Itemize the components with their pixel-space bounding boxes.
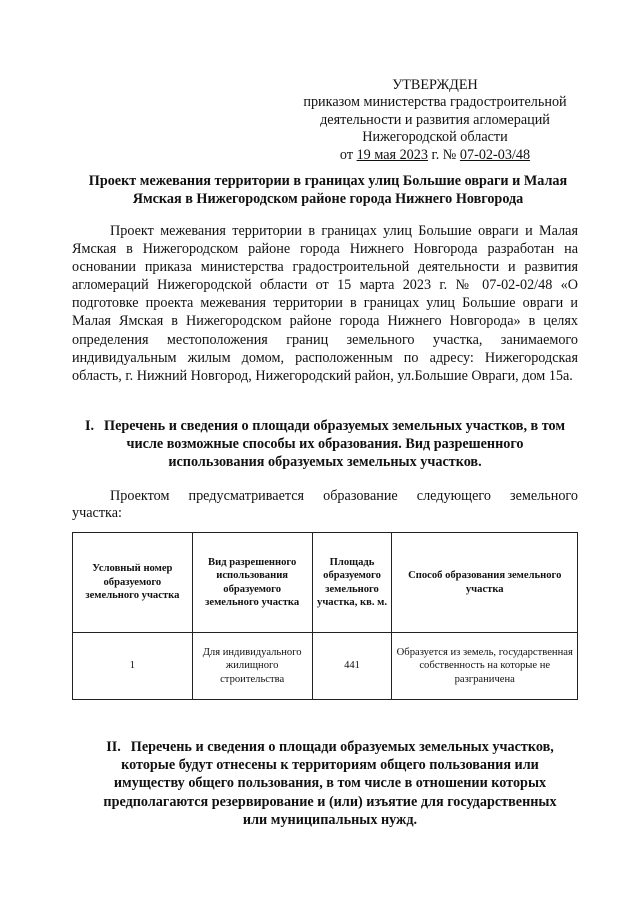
document-title-line-1: Проект межевания территории в границах улиц Большие овраги и Малая — [88, 173, 568, 189]
approval-number-prefix: г. № — [427, 146, 460, 163]
section-2-heading — [82, 738, 578, 829]
intro-paragraph: Проект межевания территории в границах улиц Большие овраги и Малая Ямская в Нижегородском районе города Нижнего Новгорода разработан на основании приказа министерства градостроительной деятельности и развития агломераций Нижегородской области от 15 марта 2023 г. № 07-02-02/48 «О подготовке проекта межевания территории в границах улиц Большие овраги и Малая Ямская в Нижегородском районе города Нижнего Новгорода» в целях определения местоположения границ земельного участка, занимаемого индивидуальным жилым домом, расположенным по адресу: Нижегородская область, г. Нижний Новгород, Нижегородский район, ул.Большие Овраги, дом 15а. — [72, 223, 578, 384]
document-title — [68, 172, 588, 208]
cell-formation-method: Образуется из земель, государственная собственность на которые не разграничена — [392, 633, 578, 700]
header-plot-number: Условный номер образуемого земельного участка — [73, 533, 193, 633]
approval-number: 07-02-03/48 — [459, 146, 531, 163]
section-2-text-1: Перечень и сведения о площади образуемых земельных участков, — [130, 739, 554, 755]
section-2-line-3: имуществу общего пользования, в том числе в отношении которых — [113, 775, 547, 792]
table-header-row — [73, 533, 578, 633]
section-2-number: II. — [106, 739, 121, 755]
header-permitted-use: Вид разрешенного использования образуемого земельного участка — [192, 533, 312, 633]
header-area: Площадь образуемого земельного участка, кв. м. — [312, 533, 392, 633]
approval-line-1: приказом министерства градостроительной — [303, 94, 567, 111]
approval-line-3: Нижегородской области — [362, 129, 508, 146]
cell-permitted-use: Для индивидуального жилищного строительства — [192, 633, 312, 700]
section-2-line-4: предполагаются резервирование и (или) изъятие для государственных — [103, 793, 557, 810]
section-2-line-2: которые будут отнесены к территориям общего пользования или — [121, 757, 539, 774]
table-row — [73, 633, 578, 700]
approval-title: УТВЕРЖДЕН — [392, 77, 478, 93]
approval-date-prefix: от — [339, 146, 357, 163]
document-title-line-2: Ямская в Нижегородском районе города Нижнего Новгорода — [132, 191, 524, 207]
land-plots-table — [72, 532, 578, 700]
section-2-line-1 — [82, 738, 578, 756]
cell-plot-number: 1 — [73, 633, 193, 700]
approval-stamp — [290, 77, 580, 164]
section-2-line-5: или муниципальных нужд. — [242, 811, 418, 828]
approval-line-2: деятельности и развития агломераций — [320, 111, 550, 128]
plan-paragraph-line-2: участка: — [72, 505, 122, 521]
section-1-number: I. — [84, 418, 95, 434]
section-1-line-2: числе возможные способы их образования. Вид разрешенного — [126, 436, 524, 453]
section-1-line-3: использования образуемых земельных участков. — [168, 454, 482, 471]
cell-area: 441 — [312, 633, 392, 700]
approval-date: 19 мая 2023 — [356, 146, 428, 163]
plan-paragraph-line-1: Проектом предусматривается образование следующего земельного — [110, 488, 578, 504]
approval-date-line — [290, 147, 580, 164]
section-1-heading — [72, 417, 578, 471]
header-formation-method: Способ образования земельного участка — [392, 533, 578, 633]
section-1-text-1: Перечень и сведения о площади образуемых земельных участков, в том — [104, 418, 566, 434]
section-1-line-1 — [72, 417, 578, 435]
